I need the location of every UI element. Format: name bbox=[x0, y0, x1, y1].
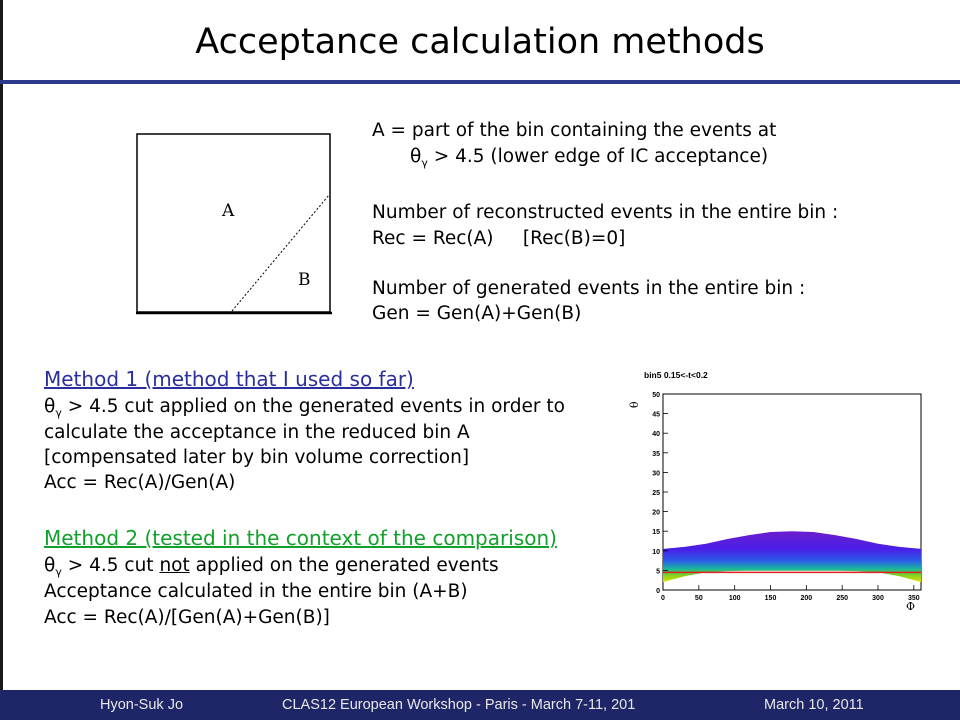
bin-diagram bbox=[136, 133, 336, 317]
x-tick-label: 350 bbox=[907, 595, 920, 602]
y-tick-label: 40 bbox=[652, 431, 660, 439]
y-tick-label: 0 bbox=[656, 588, 660, 595]
x-tick-label: 150 bbox=[764, 595, 777, 602]
def-theta-cut-text: > 4.5 (lower edge of IC acceptance) bbox=[427, 146, 769, 167]
region-b-label: B bbox=[298, 270, 311, 290]
rec-formula: Rec = Rec(A) [Rec(B)=0] bbox=[372, 228, 626, 249]
x-tick-label: 100 bbox=[728, 595, 741, 602]
acceptance-edge-line bbox=[232, 195, 329, 311]
title-underline bbox=[0, 80, 960, 84]
theta-symbol: θ bbox=[44, 555, 56, 576]
method2-line2: Acceptance calculated in the entire bin (A+B) bbox=[44, 581, 468, 602]
x-tick-label: 300 bbox=[872, 595, 884, 602]
gamma-subscript: γ bbox=[421, 156, 428, 170]
y-tick-label: 30 bbox=[652, 470, 660, 478]
method1-formula: Acc = Rec(A)/Gen(A) bbox=[44, 472, 236, 493]
theta-symbol: θ bbox=[410, 146, 422, 167]
gen-heading: Number of generated events in the entire bin : bbox=[372, 278, 806, 299]
gamma-subscript: γ bbox=[55, 406, 62, 420]
y-tick-label: 15 bbox=[652, 529, 660, 537]
x-tick-label: 250 bbox=[836, 595, 849, 602]
slide-title: Acceptance calculation methods bbox=[195, 22, 765, 62]
slide-left-border bbox=[0, 0, 3, 720]
y-tick-label: 10 bbox=[652, 548, 660, 556]
def-region-a: A = part of the bin containing the events at bbox=[372, 120, 777, 141]
method1-line2: calculate the acceptance in the reduced bin A bbox=[44, 422, 470, 443]
footer-date: March 10, 2011 bbox=[764, 697, 864, 713]
x-tick-label: 0 bbox=[661, 595, 665, 602]
gen-formula: Gen = Gen(A)+Gen(B) bbox=[372, 303, 582, 324]
gamma-subscript: γ bbox=[55, 565, 62, 579]
y-tick-label: 45 bbox=[652, 411, 660, 419]
y-axis-label: θ bbox=[628, 401, 641, 408]
method1-line3: [compensated later by bin volume correction] bbox=[44, 447, 470, 468]
x-tick-label: 50 bbox=[694, 595, 703, 602]
y-tick-label: 20 bbox=[652, 509, 660, 517]
not-emphasis: not bbox=[159, 555, 190, 576]
method2-line1: $\theta_\gamma > 4.5$ cut not applied on the generated events bbox=[44, 555, 499, 579]
x-tick-label: 200 bbox=[800, 595, 813, 602]
y-tick-label: 5 bbox=[656, 568, 660, 576]
def-theta-cut bbox=[372, 144, 768, 176]
method1-heading: Method 1 (method that I used so far) bbox=[44, 367, 414, 391]
y-tick-label: 25 bbox=[652, 490, 660, 497]
rec-heading: Number of reconstructed events in the entire bin : bbox=[372, 202, 839, 223]
method2-formula: Acc = Rec(A)/[Gen(A)+Gen(B)] bbox=[44, 607, 330, 628]
theta-symbol: θ bbox=[44, 396, 56, 417]
method2-heading: Method 2 (tested in the context of the comparison) bbox=[44, 526, 557, 550]
footer-event: CLAS12 European Workshop - Paris - March 7-11, 201 bbox=[282, 697, 636, 713]
plot-title: bin5 0.15<-t<0.2 bbox=[644, 370, 708, 380]
footer-author: Hyon-Suk Jo bbox=[100, 697, 184, 713]
y-tick-label: 50 bbox=[652, 392, 660, 399]
method1-line1: $\theta_\gamma > 4.5$ cut applied on the generated events in order to bbox=[44, 396, 565, 420]
acceptance-heatmap bbox=[630, 360, 930, 615]
x-axis-label: Φ bbox=[906, 600, 916, 613]
region-a-label: A bbox=[222, 201, 235, 221]
y-tick-label: 35 bbox=[652, 450, 660, 458]
